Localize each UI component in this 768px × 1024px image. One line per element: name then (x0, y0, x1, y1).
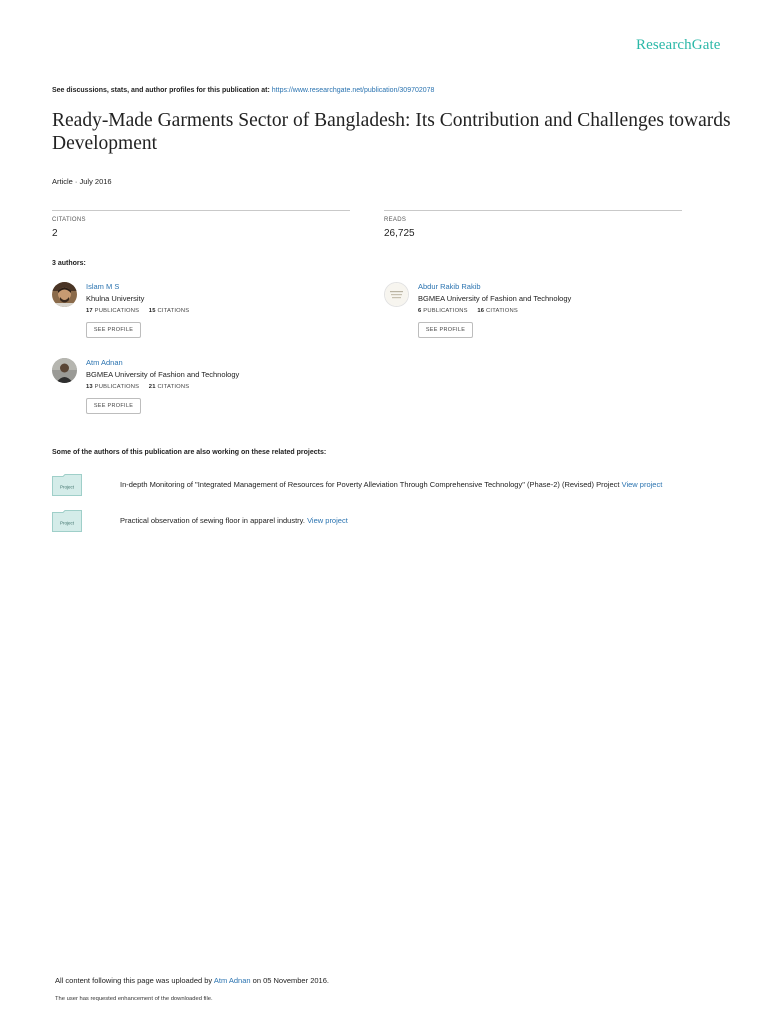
publication-url-line (52, 87, 434, 94)
publications-count: 13 (86, 384, 93, 390)
author-avatar[interactable] (52, 358, 77, 383)
see-profile-button[interactable]: SEE PROFILE (86, 398, 141, 414)
enhancement-note: The user has requested enhancement of the downloaded file. (55, 996, 213, 1002)
author-card (384, 282, 704, 352)
reads-divider (384, 210, 682, 211)
citations-label: CITATIONS (486, 308, 518, 314)
related-projects-heading: Some of the authors of this publication are also working on these related projects: (52, 449, 327, 456)
citations-count: 21 (148, 384, 156, 390)
project-icon-label: Project (59, 484, 75, 490)
citations-label: CITATIONS (52, 217, 86, 223)
author-institution: Khulna University (86, 294, 145, 303)
see-discussions-text: See discussions, stats, and author profiles for this publication at: (52, 87, 270, 94)
see-profile-button[interactable]: SEE PROFILE (418, 322, 473, 338)
project-icon-label: Project (59, 520, 75, 526)
author-card (52, 282, 372, 352)
upload-footer (55, 976, 329, 985)
uploader-link[interactable]: Atm Adnan (213, 976, 251, 985)
author-stats (418, 308, 518, 314)
project-description (120, 516, 348, 525)
publications-count: 17 (86, 308, 93, 314)
citations-count: 15 (148, 308, 156, 314)
author-institution: BGMEA University of Fashion and Technology (86, 370, 240, 379)
author-institution: BGMEA University of Fashion and Technology (418, 294, 572, 303)
author-name-link[interactable]: Atm Adnan (86, 358, 123, 367)
view-project-link[interactable]: View project (307, 516, 348, 525)
reads-label: READS (384, 217, 407, 223)
publication-url-link[interactable]: https://www.researchgate.net/publication/309702078 (271, 87, 435, 94)
author-avatar[interactable] (52, 282, 77, 307)
publications-count: 6 (418, 308, 422, 314)
citations-label: CITATIONS (157, 308, 190, 314)
reads-value: 26,725 (384, 228, 415, 239)
citations-label: CITATIONS (157, 384, 190, 390)
footer-suffix: on 05 November 2016. (252, 976, 329, 985)
author-name-link[interactable]: Islam M S (86, 282, 120, 291)
project-description (120, 480, 662, 489)
author-avatar[interactable] (384, 282, 409, 307)
citations-count: 16 (477, 308, 485, 314)
publications-label: PUBLICATIONS (94, 308, 140, 314)
project-folder-icon[interactable] (52, 474, 82, 496)
project-folder-icon[interactable] (52, 510, 82, 532)
publications-label: PUBLICATIONS (94, 384, 140, 390)
citations-divider (52, 210, 350, 211)
project-row (52, 510, 752, 534)
author-stats (86, 384, 189, 390)
author-name-link[interactable]: Abdur Rakib Rakib (418, 282, 481, 291)
project-title: Practical observation of sewing floor in apparel industry. (120, 516, 305, 525)
see-profile-button[interactable]: SEE PROFILE (86, 322, 141, 338)
publication-meta: Article · July 2016 (52, 177, 112, 186)
view-project-link[interactable]: View project (621, 480, 663, 489)
author-card (52, 358, 372, 428)
authors-count-label: 3 authors: (52, 260, 86, 267)
footer-prefix: All content following this page was uploaded by (55, 976, 213, 985)
publication-title: Ready-Made Garments Sector of Bangladesh: Its Contribution and Challenges towards Development (52, 110, 731, 154)
project-row (52, 474, 752, 498)
project-title: In-depth Monitoring of "Integrated Management of Resources for Poverty Alleviation Through Comprehensive Technology" (Phase-2) (Revised) Project (120, 480, 620, 489)
publications-label: PUBLICATIONS (423, 308, 468, 314)
author-stats (86, 308, 189, 314)
citations-value: 2 (52, 228, 58, 239)
researchgate-logo[interactable]: ResearchGate (636, 37, 721, 53)
